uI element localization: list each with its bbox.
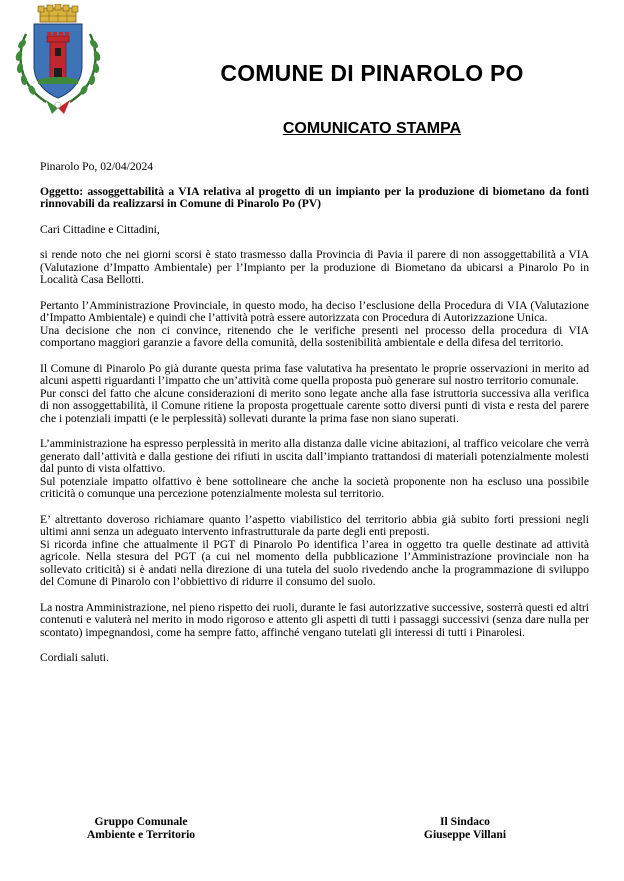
coat-of-arms-icon	[12, 4, 104, 116]
paragraph: Sul potenziale impatto olfattivo è bene sottolineare che anche la società proponente non ha escluso una possibile criticità o comunque una percezione potenzialmente molesta sul territorio.	[40, 474, 589, 500]
paragraph: Si ricorda infine che attualmente il PGT di Pinarolo Po identifica l’area in oggetto tra quelle destinate ad attività agricole. Nella stesura del PGT (a cui nel momento della pubblicazione l’Amministrazione provinciale non ha sollevato criticità) si è andati nella direzione di una tutela del suolo rivedendo anche la programmazione di sviluppo del Comune di Pinarolo con l’obbiettivo di ridurre il consumo del suolo.	[40, 537, 589, 588]
paragraph: Il Comune di Pinarolo Po già durante questa prima fase valutativa ha presentato le proprie osservazioni in merito ad alcuni aspetti riguardanti l’impatto che un’attività come quella proposta può generare sul nostro territorio comunale.	[40, 361, 589, 387]
signature-mayor-title: Il Sindaco	[440, 815, 490, 828]
tricolor-ribbon-icon	[46, 100, 70, 114]
letter-body	[40, 161, 589, 665]
mural-crown-icon	[38, 4, 78, 22]
press-release-heading: COMUNICATO STAMPA	[282, 120, 462, 137]
paragraph: Una decisione che non ci convince, ritenendo che le verifiche presenti nel processo della procedura di VIA comportano maggiori garanzie a favore della comunità, della sostenibilità ambientale e della difesa del territorio.	[40, 323, 589, 349]
greeting: Cari Cittadine e Cittadini,	[40, 222, 160, 236]
signature-group	[76, 816, 206, 841]
signature-group-subtitle: Ambiente e Territorio	[86, 827, 196, 841]
closing-salutation: Cordiali saluti.	[40, 651, 109, 664]
signature-block	[40, 816, 589, 846]
subject-line: Oggetto: assoggettabilità a VIA relativa al progetto di un impianto per la produzione di biometano da fonti rinnovabili da realizzarsi in Comune di Pinarolo Po (PV)	[40, 184, 589, 210]
paragraph: L’amministrazione ha espresso perplessità in merito alla distanza dalle vicine abitazioni, al traffico veicolare che verrà generato dall’attività e dalla gestione dei rifiuti in uscita dall’impianto trattandosi di materiali potenzialmente molesti dal punto di vista olfattivo.	[40, 437, 589, 475]
paragraph: Pur consci del fatto che alcune considerazioni di merito sono legate anche alla fase istruttoria successiva alla verifica di non assoggettabilità, il Comune ritiene la proposta progettuale carente sotto diversi punti di vista e resta del parere che i potenziali impatti (e le perplessità) sollevati durante la prima fase non siano superati.	[40, 386, 589, 425]
paragraph: Pertanto l’Amministrazione Provinciale, in questo modo, ha deciso l’esclusione della Procedura di VIA (Valutazione d’Impatto Ambientale) e quindi che l’attività potrà essere autorizzata con Procedura di Autorizzazione Unica.	[40, 298, 589, 324]
signature-group-name: Gruppo Comunale	[94, 815, 188, 828]
date-line: Pinarolo Po, 02/04/2024	[40, 160, 154, 173]
paragraph: E’ altrettanto doveroso richiamare quanto l’aspetto viabilistico del territorio abbia già subito forti pressioni negli ultimi anni senza un adeguato intervento infrastrutturale da parte degli enti preposti.	[40, 512, 589, 538]
signature-mayor-name: Giuseppe Villani	[423, 827, 507, 841]
municipality-title: COMUNE DI PINAROLO PO	[220, 60, 524, 86]
shield-icon	[34, 24, 82, 98]
paragraph: si rende noto che nei giorni scorsi è stato trasmesso dalla Provincia di Pavia il parere di non assoggettabilità a VIA (Valutazione d’Impatto Ambientale) per l’Impianto per la produzione di Biometano da ubicarsi a Pinarolo Po in Località Casa Bellotti.	[40, 248, 589, 286]
paragraph: La nostra Amministrazione, nel pieno rispetto dei ruoli, durante le fasi autorizzative successive, sosterrà questi ed altri contenuti e valuterà nel merito in modo rigoroso e attento gli aspetti di tutti i passaggi successivi (senza dare nulla per scontato) impegnandosi, come ha sempre fatto, affinché vengano tutelati gli interessi di tutti i Pinarolesi.	[40, 600, 589, 639]
signature-mayor	[400, 816, 530, 841]
